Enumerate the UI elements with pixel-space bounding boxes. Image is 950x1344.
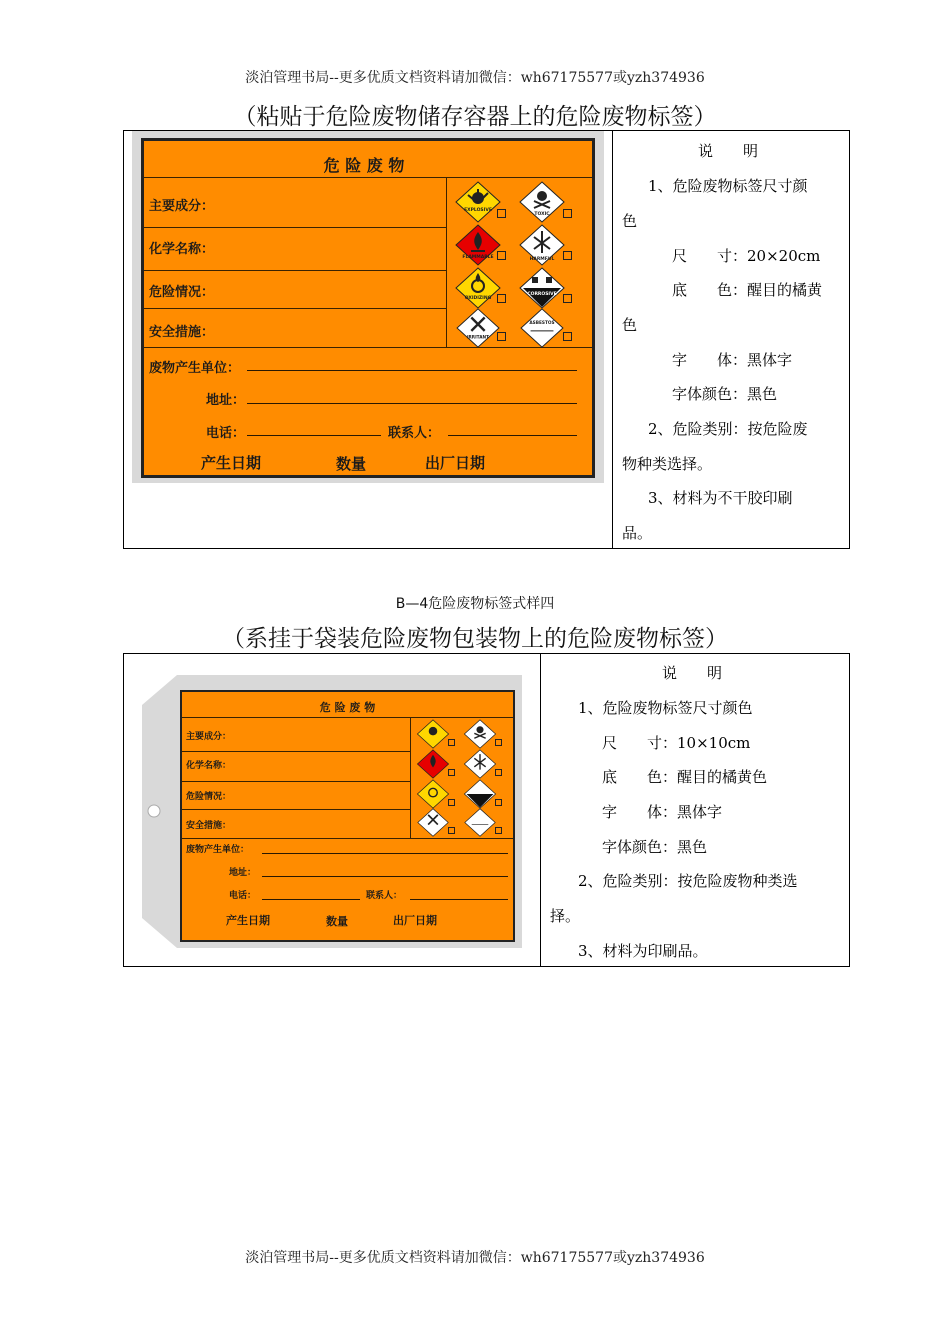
notes-panel-1 [620, 131, 848, 548]
checkbox-irritant[interactable] [448, 827, 455, 834]
notes-line: 2、危险类别：按危险废 [648, 420, 808, 438]
checkbox-flammable[interactable] [448, 769, 455, 776]
checkbox-explosive[interactable] [497, 209, 506, 218]
field-address: 地址： [206, 393, 246, 408]
label-heading: 危 险 废 物 [323, 156, 405, 175]
divider-line [182, 838, 513, 839]
section2-table [123, 653, 850, 967]
svg-text:EXPLOSIVE: EXPLOSIVE [464, 208, 492, 213]
hanging-waste-tag [180, 690, 515, 942]
field-quantity: 数量 [326, 915, 348, 928]
checkbox-corrosive[interactable] [563, 294, 572, 303]
field-safety-measures: 安全措施： [149, 325, 215, 340]
divider-line [182, 781, 410, 782]
toxic-icon [463, 719, 497, 749]
svg-text:OXIDIZING: OXIDIZING [464, 296, 492, 301]
oxidizing-icon [416, 779, 450, 809]
field-main-components: 主要成分： [149, 199, 215, 214]
notes-line: 尺 寸：20×20cm [672, 247, 821, 265]
checkbox-irritant[interactable] [497, 332, 506, 341]
section1-title: （粘贴于危险废物储存容器上的危险废物标签） [233, 104, 717, 130]
table-divider [540, 654, 541, 966]
notes-line: 底 色：醒目的橘黄色 [602, 768, 768, 786]
oxidizing-icon [454, 267, 502, 309]
notes-line: 字 体：黑体字 [672, 351, 793, 369]
divider-line [182, 809, 410, 810]
fill-line [262, 876, 508, 877]
toxic-icon [518, 181, 566, 223]
field-contact: 联系人： [388, 426, 441, 441]
notes-line: 3、材料为印刷品。 [578, 942, 708, 960]
field-contact: 联系人： [366, 891, 403, 901]
notes-line: 物种类选择。 [622, 455, 713, 473]
divider-line [410, 717, 411, 838]
notes-line: 底 色：醒目的橘黄 [672, 281, 823, 299]
notes-line: 2、危险类别：按危险废物种类选 [578, 872, 798, 890]
checkbox-toxic[interactable] [495, 739, 502, 746]
asbestos-icon [518, 308, 566, 348]
field-producer: 废物产生单位： [186, 845, 250, 855]
field-quantity: 数量 [336, 455, 367, 473]
field-safety-measures: 安全措施： [186, 821, 232, 831]
field-hazard-situation: 危险情况： [149, 285, 215, 300]
notes-heading: 说 明 [662, 664, 723, 682]
field-producer: 废物产生单位： [149, 361, 241, 376]
checkbox-toxic[interactable] [563, 209, 572, 218]
checkbox-asbestos[interactable] [563, 332, 572, 341]
notes-line: 色 [622, 212, 638, 230]
svg-text:HARMFUL: HARMFUL [529, 257, 555, 262]
harmful-icon [518, 224, 566, 266]
divider-line [144, 227, 446, 228]
notes-line: 品。 [622, 524, 653, 542]
fill-line [247, 435, 381, 436]
explosive-icon [416, 719, 450, 749]
fill-line [262, 853, 508, 854]
field-dispatch-date: 出厂日期 [393, 914, 437, 927]
field-main-components: 主要成分： [186, 732, 232, 742]
svg-text:ASBESTOS: ASBESTOS [529, 321, 555, 327]
field-dispatch-date: 出厂日期 [425, 454, 486, 472]
table-divider [612, 131, 613, 548]
flammable-icon [454, 224, 502, 266]
divider-line [144, 177, 592, 178]
field-production-date: 产生日期 [226, 914, 270, 927]
notes-heading: 说 明 [698, 142, 759, 160]
explosive-icon [454, 181, 502, 223]
svg-text:FLAMMABLE: FLAMMABLE [462, 255, 494, 260]
hazardous-waste-label [141, 138, 595, 478]
svg-text:IRRITANT: IRRITANT [466, 335, 490, 341]
divider-line [446, 177, 447, 347]
divider-line [182, 717, 513, 718]
fill-line [410, 899, 508, 900]
field-phone: 电话： [229, 891, 257, 901]
divider-line [144, 308, 446, 309]
checkbox-oxidizing[interactable] [448, 799, 455, 806]
divider-line [182, 751, 410, 752]
irritant-icon [454, 308, 502, 348]
notes-panel-2 [548, 654, 848, 966]
field-hazard-situation: 危险情况： [186, 792, 232, 802]
checkbox-corrosive[interactable] [495, 799, 502, 806]
notes-line: 1、危险废物标签尺寸颜色 [578, 699, 753, 717]
field-chemical-name: 化学名称： [186, 761, 232, 771]
checkbox-harmful[interactable] [495, 769, 502, 776]
section2-title: （系挂于袋装危险废物包装物上的危险废物标签） [222, 626, 728, 652]
irritant-icon [416, 808, 450, 837]
asbestos-icon [463, 808, 497, 837]
notes-line: 择。 [550, 907, 581, 925]
fill-line [247, 370, 577, 371]
notes-line: 尺 寸：10×10cm [602, 734, 751, 752]
checkbox-asbestos[interactable] [495, 827, 502, 834]
corrosive-icon [518, 267, 566, 309]
divider-line [144, 270, 446, 271]
section1-table [123, 130, 850, 549]
notes-line: 1、危险废物标签尺寸颜 [648, 177, 808, 195]
flammable-icon [416, 749, 450, 779]
field-chemical-name: 化学名称： [149, 242, 215, 257]
checkbox-harmful[interactable] [563, 251, 572, 260]
checkbox-oxidizing[interactable] [497, 294, 506, 303]
page-footer: 淡泊管理书局--更多优质文档资料请加微信：wh67175577或yzh374936 [245, 1250, 705, 1266]
field-address: 地址： [229, 868, 257, 878]
notes-line: 字 体：黑体字 [602, 803, 723, 821]
fill-line [448, 435, 577, 436]
field-phone: 电话： [206, 426, 246, 441]
notes-line: 色 [622, 316, 638, 334]
harmful-icon [463, 749, 497, 779]
checkbox-explosive[interactable] [448, 739, 455, 746]
field-production-date: 产生日期 [201, 454, 262, 472]
svg-text:TOXIC: TOXIC [534, 212, 550, 217]
notes-line: 字体颜色：黑色 [672, 385, 778, 403]
label-image-large [132, 131, 604, 483]
checkbox-flammable[interactable] [497, 251, 506, 260]
section2-caption: B—4危险废物标签式样四 [395, 596, 555, 612]
label-heading: 危 险 废 物 [319, 701, 376, 714]
fill-line [262, 899, 360, 900]
svg-text:CORROSIVE: CORROSIVE [527, 292, 557, 297]
page-header: 淡泊管理书局--更多优质文档资料请加微信：wh67175577或yzh374936 [245, 70, 705, 86]
corrosive-icon [463, 779, 497, 809]
fill-line [247, 403, 577, 404]
notes-line: 字体颜色：黑色 [602, 838, 708, 856]
notes-line: 3、材料为不干胶印刷 [648, 489, 793, 507]
